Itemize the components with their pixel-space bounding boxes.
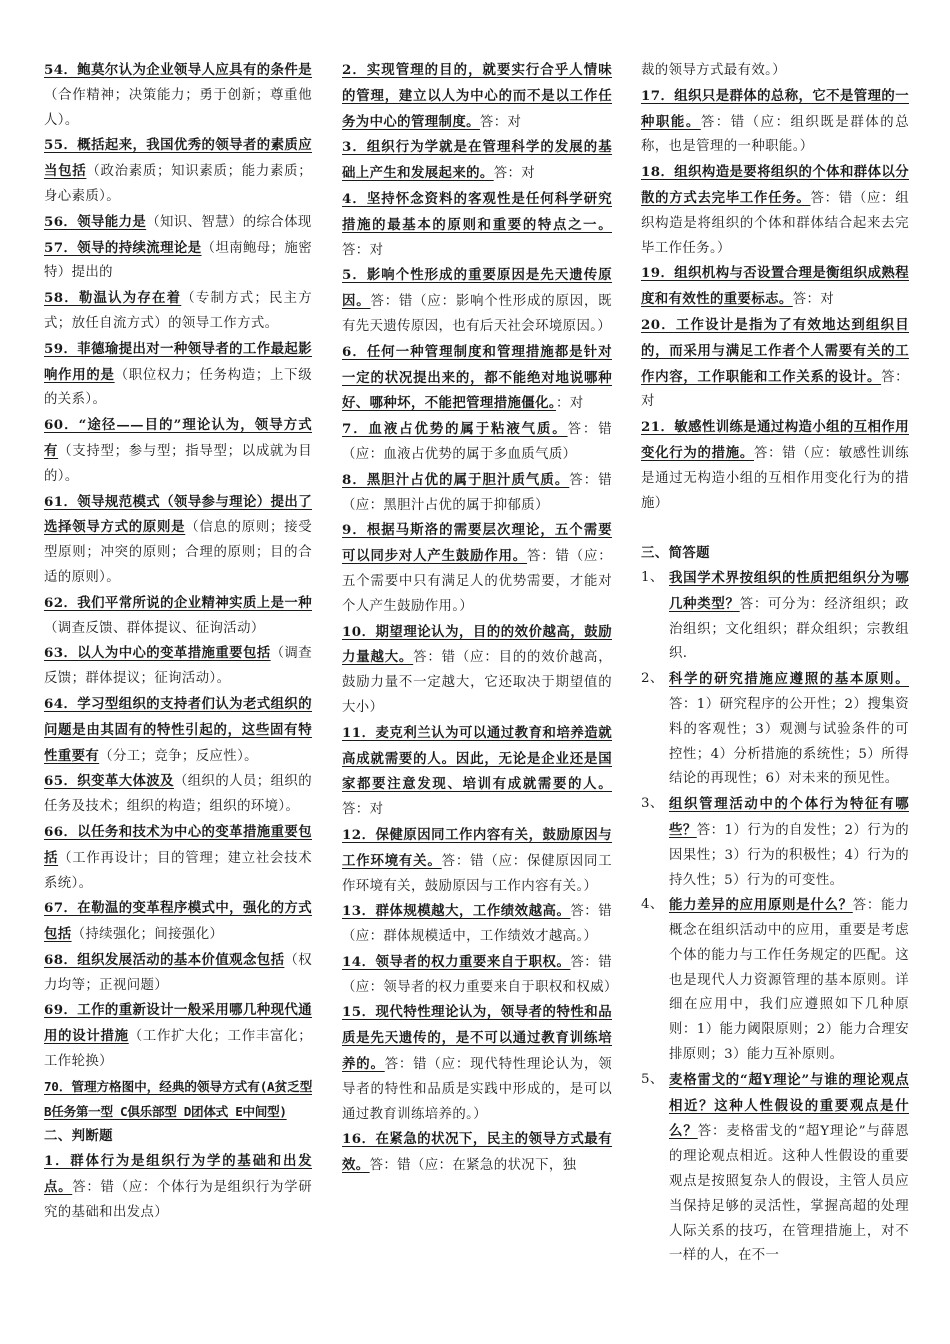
choice-item xyxy=(44,769,312,820)
answer-text: 答：对 xyxy=(342,242,384,258)
choice-item xyxy=(44,591,312,642)
answer-text: 答：错（应：领导者的权力重要来自于职权和权威） xyxy=(342,954,618,995)
question-text: 19．组织机构与否设置合理是衡组织成熟程度和有效性的重要标志。 xyxy=(641,265,909,308)
judgment-item xyxy=(641,261,909,313)
question-text: 6．任何一种管理制度和管理措施都是针对一定的状况提出来的，都不能绝对地说哪种好、哪种坏，不能把管理措施僵化。 xyxy=(342,343,612,412)
answer-text: ：对 xyxy=(555,396,584,412)
answer-text: 答：错（应：敏感性训练是通过无构造小组的互相作用变化行为的措施） xyxy=(641,445,909,511)
answer-text: （持续强化；间接强化） xyxy=(71,927,224,943)
answer-text: 答：错（应：群体规模适中，工作绩效才越高。） xyxy=(342,904,613,945)
short-answer-item xyxy=(641,792,909,893)
answer-text: 答：能力概念在组织活动中的应用，重要是考虑个体的能力与工作任务规定的匹配。这也是现代人力资源管理的基本原则。详细在应用中，我们应遵照如下几种原则：1）能力阈限原则；2）能力合理安排原则；3）能力互补原则。 xyxy=(669,898,909,1063)
judgment-item xyxy=(641,84,909,160)
short-answer-item xyxy=(641,566,909,667)
answer-text: 答：对 xyxy=(792,292,835,308)
answer-text: 答：对 xyxy=(641,369,909,410)
question-text: 16．在紧急的状况下，民主的领导方式最有效。 xyxy=(342,1131,612,1174)
answer-text: 答：对 xyxy=(479,114,522,130)
judgment-item xyxy=(342,340,612,417)
question-text: 3．组织行为学就是在管理科学的发展的基础上产生和发展起来的。 xyxy=(342,139,612,182)
item-body xyxy=(669,566,909,667)
answer-text: （专制方式；民主方式；放任自流方式）的领导工作方式。 xyxy=(44,291,312,331)
question-text: 69．工作的重新设计一般采用哪几种现代通用的设计措施 xyxy=(44,1002,312,1045)
answer-text: 答：对 xyxy=(342,802,384,818)
question-text: 5．影响个性形成的重要原因是先天遗传原因。 xyxy=(342,267,612,310)
item-body xyxy=(669,667,909,792)
answer-text: 答：错（应：在紧急的状况下，独 xyxy=(369,1158,577,1174)
question-text: 65．织变革大体波及 xyxy=(44,773,174,790)
question-text: 55．概括起来，我国优秀的领导者的素质应当包括 xyxy=(44,137,312,180)
judgment-item xyxy=(641,58,909,84)
question-text: 2．实现管理的目的，就要实行合乎人情味的管理，建立以人为中心的而不是以工作任务为中心的管理制度。 xyxy=(342,62,612,130)
answer-text: 答：错（应：目的的效价越高，鼓励力量不一定越大，它还取决于期望值的大小） xyxy=(342,650,612,715)
answer-text: （合作精神；决策能力；勇于创新；尊重他人）。 xyxy=(44,87,312,128)
question-text: 18．组织构造是要将组织的个体和群体以分散的方式去完毕工作任务。 xyxy=(641,164,909,206)
section-heading-short-answer: 三、简答题 xyxy=(641,545,710,562)
answer-text: （信息的原则；接受型原则；冲突的原则；合理的原则；目的合适的原则）。 xyxy=(44,520,313,585)
judgment-item xyxy=(641,313,909,415)
question-text: 11．麦克利兰认为可以通过教育和培养造就高成就需要的人。因此，无论是企业还是国家都要注意发现、培训有成就需要的人。 xyxy=(342,724,612,793)
choice-item xyxy=(44,236,312,287)
judgment-item xyxy=(342,1127,612,1179)
answer-text: （坦南鲍母；施密特）提出的 xyxy=(44,240,312,281)
question-text: 15．现代特性理论认为，领导者的特性和品质是先天遗传的，是不可以通过教育训练培养的。 xyxy=(342,1004,612,1073)
answer-text: （调查反馈；群体提议；征询活动）。 xyxy=(44,646,313,687)
short-answer-item xyxy=(641,1068,909,1269)
question-text: 68．组织发展活动的基本价值观念包括 xyxy=(44,951,285,968)
item-body xyxy=(669,792,909,893)
answer-text: （分工；竞争；反应性）。 xyxy=(99,748,258,764)
judgment-item xyxy=(641,415,909,516)
judgment-item xyxy=(342,899,612,950)
answer-text: （权力均等；正视问题） xyxy=(44,952,312,993)
judgment-item xyxy=(342,823,612,899)
item-number: 4、 xyxy=(641,897,664,913)
question-text: 59．菲德瑜提出对一种领导者的工作最起影响作用的是 xyxy=(44,340,312,383)
answer-text: （政治素质；知识素质；能力素质；身心素质）。 xyxy=(44,164,312,204)
answer-text: 答：可分为：经济组织；政治组织；文化组织；群众组织；宗教组织. xyxy=(669,596,909,662)
question-text: 54．鲍莫尔认为企业领导人应具有的条件是 xyxy=(44,62,312,78)
choice-item xyxy=(44,337,312,413)
answer-text: （知识、智慧）的综合体现 xyxy=(146,214,312,230)
choice-item xyxy=(44,58,312,133)
choice-item xyxy=(44,133,312,209)
question-text: 12．保健原因同工作内容有关，鼓励原因与工作环境有关。 xyxy=(342,826,612,869)
item-number: 3、 xyxy=(641,796,664,812)
judgment-item xyxy=(342,417,612,468)
question-text: 科学的研究措施应遵照的基本原则。 xyxy=(669,671,909,688)
question-text: 能力差异的应用原则是什么？ xyxy=(669,897,853,914)
answer-text: （职位权力；任务构造；上下级的关系）。 xyxy=(44,367,313,408)
question-text: 10．期望理论认为，目的的效价越高，鼓励力量越大。 xyxy=(342,623,612,666)
choice-item xyxy=(44,692,312,769)
choice-item xyxy=(44,948,312,999)
question-text: 67．在勒温的变革程序模式中，强化的方式包括 xyxy=(44,900,312,943)
item-number: 1、 xyxy=(641,569,664,585)
answer-text: 答：错（应：保健原因同工作环境有关，鼓励原因与工作内容有关。） xyxy=(342,853,612,894)
choice-item xyxy=(44,210,312,236)
question-text: 58．勒温认为存在着 xyxy=(44,290,182,307)
answer-text: 答：1）研究程序的公开性；2）搜集资料的客观性；3）观测与试验条件的可控性；4）分析措施的系统性；5）所得结论的再现性；6）对未来的预见性。 xyxy=(669,696,909,787)
choice-item xyxy=(44,896,312,948)
choice-item xyxy=(44,286,312,337)
short-answer-item xyxy=(641,893,909,1068)
question-text: 64．学习型组织的支持者们认为老式组织的问题是由其固有的特性引起的，这些固有特性重要有 xyxy=(44,695,312,764)
judgment-item xyxy=(342,950,618,1001)
answer-text: 答：麦格雷戈的“超Y理论”与薛恩的理论观点相近。这种人性假设的重要观点是按照复杂人的假设，主管人员应当保持足够的灵活性，掌握高超的处理人际关系的技巧，在管理措施上，对不一样的人，在不一 xyxy=(669,1124,909,1264)
question-text: 我国学术界按组织的性质把组织分为哪几种类型？ xyxy=(669,569,909,612)
judgment-item xyxy=(342,620,612,721)
item-body xyxy=(669,893,909,1068)
answer-text: （工作扩大化；工作丰富化；工作轮换） xyxy=(44,1029,312,1070)
question-text: 14．领导者的权力重要来自于职权。 xyxy=(342,953,571,970)
answer-text: 裁的领导方式最有效。） xyxy=(641,63,786,78)
question-text: 57．领导的持续流理论是 xyxy=(44,239,202,256)
short-answer-item xyxy=(641,667,909,792)
choice-item xyxy=(44,413,312,489)
choice-item xyxy=(44,820,312,896)
judgment-item xyxy=(342,468,612,519)
question-text: 56．领导能力是 xyxy=(44,213,147,230)
question-text: 60．“途径——目的”理论认为，领导方式有 xyxy=(44,417,312,459)
answer-text: 答：错（应：五个需要中只有满足人的优势需要，才能对个人产生鼓励作用。） xyxy=(342,549,613,614)
question-text: 63．以人为中心的变革措施重要包括 xyxy=(44,645,271,662)
question-text: 8．黑胆汁占优的属于胆汁质气质。 xyxy=(342,471,570,488)
item-body xyxy=(669,1068,909,1269)
item-number: 5、 xyxy=(641,1071,664,1087)
section-heading-judgment: 二、判断题 xyxy=(44,1128,113,1145)
item-number: 2、 xyxy=(641,671,664,687)
question-text: 7．血液占优势的属于粘液气质。 xyxy=(342,421,568,438)
question-text: 61．领导规范模式（领导参与理论）提出了选择领导方式的原则是 xyxy=(44,493,312,536)
answer-text: 答：错（应：组织构造是将组织的个体和群体结合起来去完毕工作任务。） xyxy=(641,190,909,256)
question-text: 17．组织只是群体的总称，它不是管理的一种职能。 xyxy=(641,87,909,130)
question-text: 20．工作设计是指为了有效地达到组织目的，而采用与满足工作者个人需要有关的工作内容，工作职能和工作关系的设计。 xyxy=(641,316,909,385)
answer-text: 答：错（应：组织既是群体的总称，也是管理的一种职能。） xyxy=(641,114,909,155)
answer-text: （工作再设计；目的管理；建立社会技术系统）。 xyxy=(44,850,312,891)
question-text: 组织管理活动中的个体行为特征有哪些？ xyxy=(669,796,909,838)
answer-text: 答：1）行为的自发性；2）行为的因果性；3）行为的积极性；4）行为的持久性；5）行为的可变性。 xyxy=(669,822,909,888)
answer-text: 答：错（应：黑胆汁占优的属于抑郁质） xyxy=(342,472,613,513)
judgment-item xyxy=(44,1149,312,1225)
choice-item xyxy=(44,490,312,591)
question-text: 4．坚持怀念资料的客观性是任何科学研究措施的最基本的原则和重要的特点之一。 xyxy=(342,190,612,233)
judgment-item xyxy=(641,160,909,261)
question-text: 13．群体规模越大，工作绩效越高。 xyxy=(342,903,571,920)
question-text: 21．敏感性训练是通过构造小组的互相作用变化行为的措施。 xyxy=(641,419,909,461)
judgment-item xyxy=(342,263,612,339)
question-text: 62．我们平常所说的企业精神实质上是一种 xyxy=(44,594,312,611)
answer-text: 答：对 xyxy=(493,166,536,182)
answer-text: 答：错（应：血液占优势的属于多血质气质） xyxy=(342,422,612,462)
answer-text: 答：错（应：个体行为是组织行为学研究的基础和出发点） xyxy=(44,1180,312,1220)
judgment-item xyxy=(342,1000,612,1127)
column-3 xyxy=(641,58,909,1269)
question-70: 70．管理方格图中，经典的领导方式有(A贫乏型 B任务第一型 C俱乐部型 D团体式 E中间型) xyxy=(44,1078,312,1119)
judgment-item xyxy=(342,135,612,187)
judgment-item xyxy=(342,58,612,135)
answer-text: 答：错（应：影响个性形成的原因，既有先天遗传原因，也有后天社会环境原因。） xyxy=(342,294,612,334)
judgment-item xyxy=(342,721,612,823)
answer-text: 答：错（应：现代特性理论认为，领导者的特性和品质是实践中形成的，是可以通过教育训练培养的。） xyxy=(342,1057,612,1122)
question-text: 9．根据马斯洛的需要层次理论，五个需要可以同步对人产生鼓励作用。 xyxy=(342,522,612,565)
question-text: 麦格雷戈的“超Y理论”与谁的理论观点相近？这种人性假设的重要观点是什么？ xyxy=(669,1071,909,1140)
column-2 xyxy=(342,58,618,1179)
answer-text: （支持型；参与型；指导型；以成就为目的）。 xyxy=(44,443,312,484)
choice-item xyxy=(44,998,312,1074)
column-1 xyxy=(44,58,312,1226)
choice-item xyxy=(44,641,312,692)
answer-text: （组织的人员；组织的任务及技术；组织的构造；组织的环境）。 xyxy=(44,774,313,815)
question-text: 1．群体行为是组织行为学的基础和出发点。 xyxy=(44,1153,312,1196)
spacer xyxy=(641,516,909,541)
answer-text: （调查反馈、群体提议、征询活动） xyxy=(44,620,265,636)
judgment-item xyxy=(342,518,612,619)
question-text: 66．以任务和技术为中心的变革措施重要包括 xyxy=(44,823,312,866)
judgment-item xyxy=(342,187,612,263)
